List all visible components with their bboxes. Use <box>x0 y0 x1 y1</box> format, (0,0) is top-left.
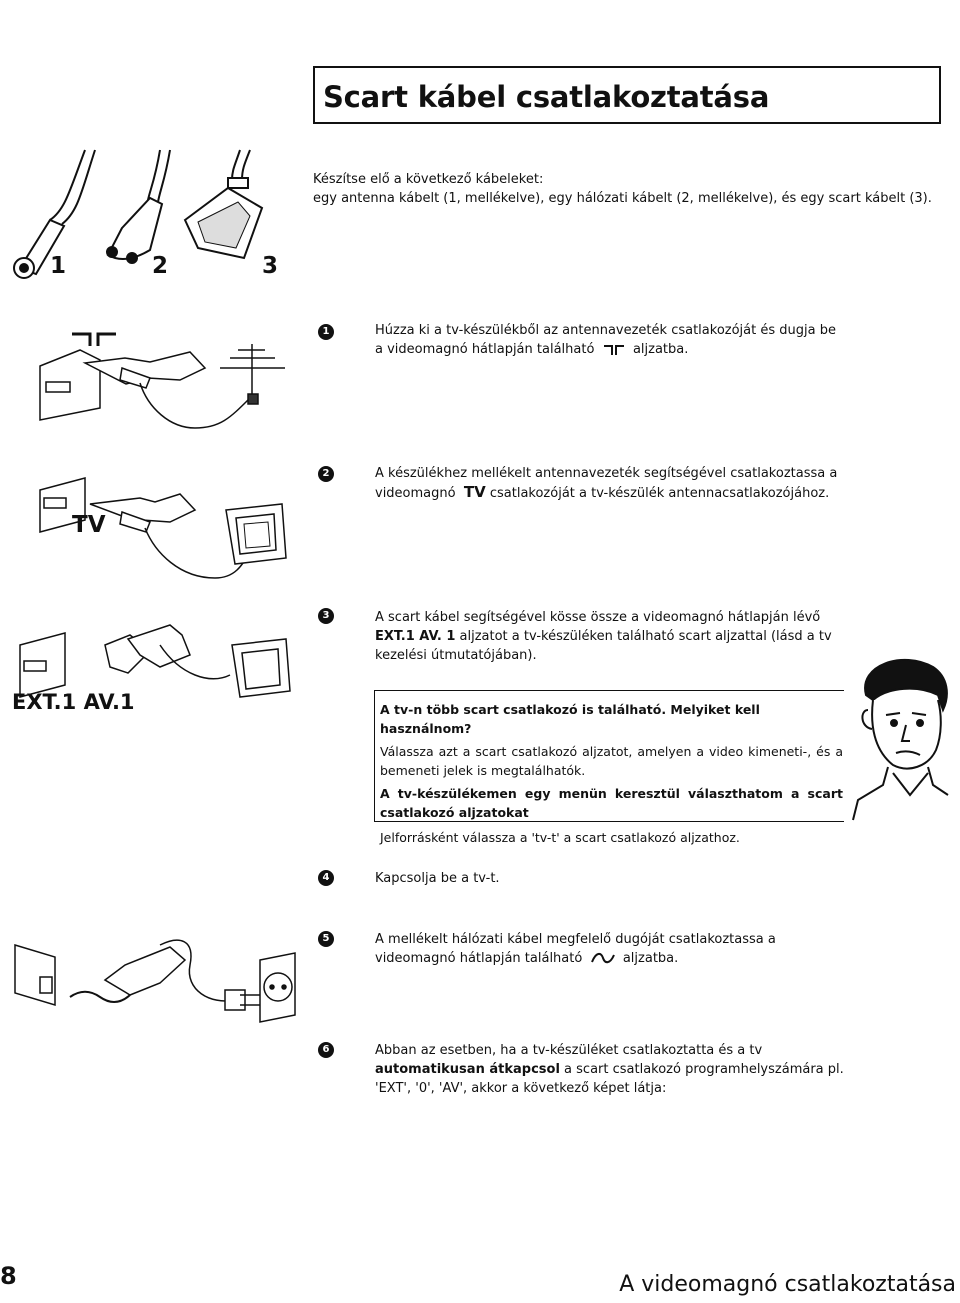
step-1-text <box>375 321 845 359</box>
step-1-line-b-post: aljzatba. <box>632 342 689 357</box>
tip-answer-2: Jelforrásként válassza a 'tv-t' a scart csatlakozó aljzathoz. <box>380 830 740 845</box>
step-2-text <box>375 464 845 503</box>
page-title: Scart kábel csatlakoztatása <box>323 80 770 114</box>
step-5-line-b-pre: videomagnó hátlapján található <box>375 951 583 966</box>
confused-man-illustration <box>848 655 953 820</box>
footer-section-title: A videomagnó csatlakoztatása <box>619 1272 956 1297</box>
cable-label-2: 2 <box>152 253 169 279</box>
step-3-number: 3 <box>318 608 334 624</box>
step-3-illustration <box>10 615 300 700</box>
step-2-tv-label: TV <box>463 483 486 501</box>
step-6-number: 6 <box>318 1042 334 1058</box>
step-1-illustration <box>30 328 290 433</box>
step-5-line-a: A mellékelt hálózati kábel megfelelő dugóját csatlakoztassa a <box>375 932 776 947</box>
illustration-ext-label: EXT.1 AV.1 <box>12 690 135 714</box>
step-6-line-b-post: a scart csatlakozó programhelyszámára pl. <box>564 1062 844 1077</box>
step-2-line-b-pre: videomagnó <box>375 486 456 501</box>
step-3-line-b <box>375 627 845 646</box>
intro-line-2: egy antenna kábelt (1, mellékelve), egy hálózati kábelt (2, mellékelve), és egy scart kábelt (3). <box>313 191 932 206</box>
step-5-illustration <box>10 935 300 1030</box>
step-1-line-b <box>375 340 845 359</box>
intro <box>313 170 943 208</box>
step-3-text <box>375 608 845 665</box>
step-6-line-b <box>375 1060 845 1079</box>
step-4-number: 4 <box>318 870 334 886</box>
step-1-line-a: Húzza ki a tv-készülékből az antennavezeték csatlakozóját és dugja be <box>375 323 836 338</box>
intro-line-1: Készítse elő a következő kábeleket: <box>313 172 544 187</box>
step-3-line-b-post: aljzatot a tv-készüléken található scart aljzattal (lásd a tv <box>459 629 832 644</box>
title-box <box>313 66 941 124</box>
step-6-line-c: 'EXT', '0', 'AV', akkor a következő képet látja: <box>375 1081 667 1096</box>
step-1-line-b-pre: a videomagnó hátlapján található <box>375 342 595 357</box>
step-2-number: 2 <box>318 466 334 482</box>
step-5-line-b <box>375 949 845 968</box>
cable-label-1: 1 <box>50 253 67 279</box>
step-6-line-b-bold: automatikusan átkapcsol <box>375 1062 560 1077</box>
step-1-number: 1 <box>318 324 334 340</box>
step-3-line-c: kezelési útmutatójában). <box>375 648 537 663</box>
tip-question-2: A tv-készülékemen egy menün keresztül választhatom a scart csatlakozó aljzatokat <box>380 786 843 820</box>
step-2-line-a: A készülékhez mellékelt antennavezeték segítségével csatlakoztassa a <box>375 466 838 481</box>
cable-label-3: 3 <box>262 253 279 279</box>
cables-illustration <box>0 150 300 285</box>
step-6-line-a: Abban az esetben, ha a tv-készüléket csatlakoztatta és a tv <box>375 1043 763 1058</box>
illustration-tv-label: TV <box>72 512 106 538</box>
step-2-illustration <box>30 468 300 578</box>
step-2-line-b-post: csatlakozóját a tv-készülék antennacsatlakozójához. <box>489 486 830 501</box>
step-3-line-b-bold: EXT.1 AV. 1 <box>375 629 456 644</box>
step-2-line-b <box>375 483 845 503</box>
step-5-number: 5 <box>318 931 334 947</box>
tip-answer-1: Válassza azt a scart csatlakozó aljzatot, amelyen a video kimeneti-, és a bemeneti jelek is megtalálhatók. <box>380 744 843 778</box>
tip-content <box>380 700 843 847</box>
step-5-line-b-post: aljzatba. <box>622 951 679 966</box>
mains-socket-icon <box>591 953 615 965</box>
step-4-text: Kapcsolja be a tv-t. <box>375 871 500 886</box>
step-3-line-a: A scart kábel segítségével kösse össze a videomagnó hátlapján lévő <box>375 610 821 625</box>
step-6-text <box>375 1041 845 1098</box>
page-number: 8 <box>0 1262 17 1290</box>
step-5-text <box>375 930 845 968</box>
tip-question-1: A tv-n több scart csatlakozó is található. Melyiket kell használnom? <box>380 702 760 736</box>
antenna-socket-icon <box>603 344 625 356</box>
